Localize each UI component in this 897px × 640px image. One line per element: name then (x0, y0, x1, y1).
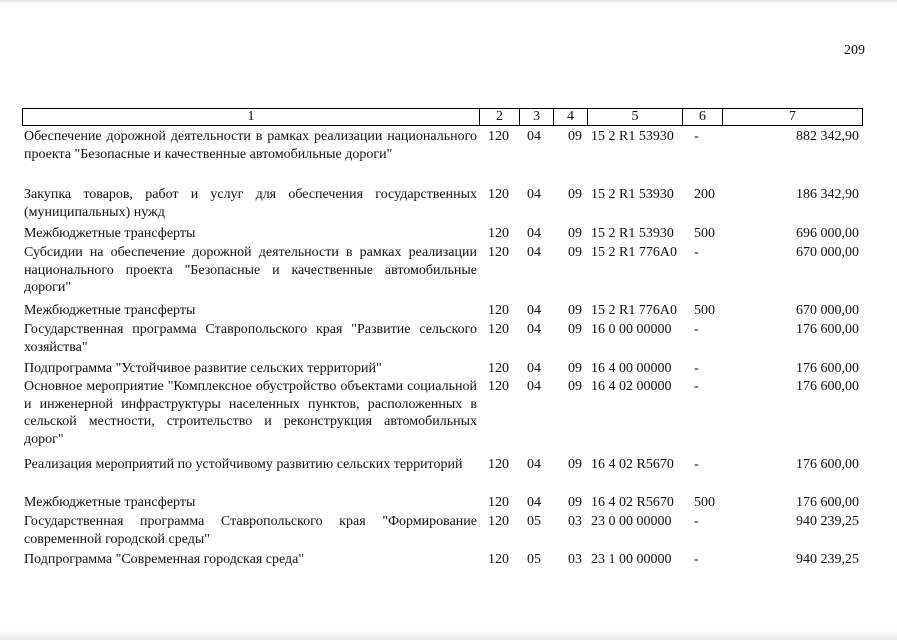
row-col-7: 670 000,00 (796, 303, 859, 318)
row-name: Основное мероприятие "Комплексное обустройство объектами социальной и инженерной инфраструктуры населенных пунктов, расположенных в сельской местности, строительство и реконструкция автомобильных дорог" (24, 379, 477, 447)
row-col-5: 15 2 R1 776A0 (591, 303, 677, 318)
row-col-5: 16 4 00 00000 (591, 361, 672, 376)
row-name: Межбюджетные трансферты (24, 226, 196, 241)
row-col-6: 500 (694, 226, 715, 241)
row-col-3: 04 (527, 361, 541, 376)
row-col-7: 696 000,00 (796, 226, 859, 241)
row-col-4: 09 (568, 322, 582, 337)
row-col-3: 04 (527, 495, 541, 510)
row-col-5: 15 2 R1 776A0 (591, 245, 677, 260)
row-col-2: 120 (488, 514, 509, 529)
header-col-5: 5 (587, 109, 682, 125)
row-col-2: 120 (488, 495, 509, 510)
row-col-4: 09 (568, 495, 582, 510)
row-col-4: 09 (568, 457, 582, 472)
row-col-6: - (694, 245, 699, 260)
row-col-2: 120 (488, 379, 509, 394)
row-col-4: 09 (568, 129, 582, 144)
row-col-6: - (694, 361, 699, 376)
row-col-4: 09 (568, 379, 582, 394)
row-col-3: 04 (527, 322, 541, 337)
header-col-6: 6 (682, 109, 722, 125)
table-header (22, 108, 863, 126)
row-col-2: 120 (488, 129, 509, 144)
row-col-5: 16 4 02 R5670 (591, 495, 674, 510)
row-col-7: 940 239,25 (796, 514, 859, 529)
row-col-2: 120 (488, 552, 509, 567)
row-col-3: 04 (527, 187, 541, 202)
row-col-3: 04 (527, 457, 541, 472)
row-col-2: 120 (488, 303, 509, 318)
header-col-1: 1 (247, 109, 255, 124)
row-name: Межбюджетные трансферты (24, 495, 196, 510)
row-col-2: 120 (488, 457, 509, 472)
row-col-5: 15 2 R1 53930 (591, 129, 674, 144)
row-col-4: 03 (568, 514, 582, 529)
row-col-6: - (694, 457, 699, 472)
row-col-5: 15 2 R1 53930 (591, 226, 674, 241)
row-name: Обеспечение дорожной деятельности в рамках реализации национального проекта "Безопасные и качественные автомобильные дороги" (24, 129, 477, 162)
row-name: Государственная программа Ставропольского края "Формирование современной городской среды" (24, 514, 477, 547)
row-col-2: 120 (488, 226, 509, 241)
row-col-5: 16 0 00 00000 (591, 322, 672, 337)
row-name: Межбюджетные трансферты (24, 303, 196, 318)
row-col-2: 120 (488, 361, 509, 376)
row-name: Подпрограмма "Устойчивое развитие сельских территорий" (24, 361, 382, 376)
row-col-3: 04 (527, 226, 541, 241)
row-col-5: 16 4 02 R5670 (591, 457, 674, 472)
row-col-3: 05 (527, 514, 541, 529)
row-col-4: 09 (568, 361, 582, 376)
row-col-4: 09 (568, 245, 582, 260)
row-col-2: 120 (488, 187, 509, 202)
row-name: Закупка товаров, работ и услуг для обеспечения государственных (муниципальных) нужд (24, 187, 477, 220)
row-col-6: 500 (694, 303, 715, 318)
row-col-3: 04 (527, 245, 541, 260)
row-name: Подпрограмма "Современная городская среда" (24, 552, 305, 567)
row-col-2: 120 (488, 322, 509, 337)
scan-edge-bottom (0, 630, 897, 640)
row-col-5: 16 4 02 00000 (591, 379, 672, 394)
row-col-2: 120 (488, 245, 509, 260)
header-col-2: 2 (479, 109, 519, 125)
row-col-7: 882 342,90 (796, 129, 859, 144)
row-col-7: 670 000,00 (796, 245, 859, 260)
header-col-3: 3 (519, 109, 553, 125)
row-col-5: 15 2 R1 53930 (591, 187, 674, 202)
row-col-5: 23 1 00 00000 (591, 552, 672, 567)
row-col-7: 176 600,00 (796, 495, 859, 510)
row-col-6: - (694, 514, 699, 529)
scan-edge-top (0, 0, 897, 4)
row-col-5: 23 0 00 00000 (591, 514, 672, 529)
header-col-7: 7 (722, 109, 862, 125)
row-col-4: 09 (568, 303, 582, 318)
row-col-4: 03 (568, 552, 582, 567)
row-col-6: - (694, 552, 699, 567)
page-number: 209 (844, 43, 865, 58)
row-name: Государственная программа Ставропольского края "Развитие сельского хозяйства" (24, 322, 477, 355)
row-col-7: 940 239,25 (796, 552, 859, 567)
row-name: Реализация мероприятий по устойчивому развитию сельских территорий (24, 457, 463, 472)
row-col-3: 05 (527, 552, 541, 567)
row-col-7: 176 600,00 (796, 379, 859, 394)
row-name: Субсидии на обеспечение дорожной деятельности в рамках реализации национального проекта "Безопасные и качественные автомобильные дороги" (24, 245, 477, 295)
row-col-6: - (694, 129, 699, 144)
header-col-4: 4 (553, 109, 587, 125)
row-col-4: 09 (568, 187, 582, 202)
row-col-7: 176 600,00 (796, 457, 859, 472)
row-col-7: 176 600,00 (796, 322, 859, 337)
row-col-3: 04 (527, 379, 541, 394)
row-col-4: 09 (568, 226, 582, 241)
row-col-6: - (694, 322, 699, 337)
row-col-3: 04 (527, 303, 541, 318)
row-col-6: 200 (694, 187, 715, 202)
row-col-7: 176 600,00 (796, 361, 859, 376)
row-col-6: - (694, 379, 699, 394)
row-col-6: 500 (694, 495, 715, 510)
row-col-3: 04 (527, 129, 541, 144)
row-col-7: 186 342,90 (796, 187, 859, 202)
